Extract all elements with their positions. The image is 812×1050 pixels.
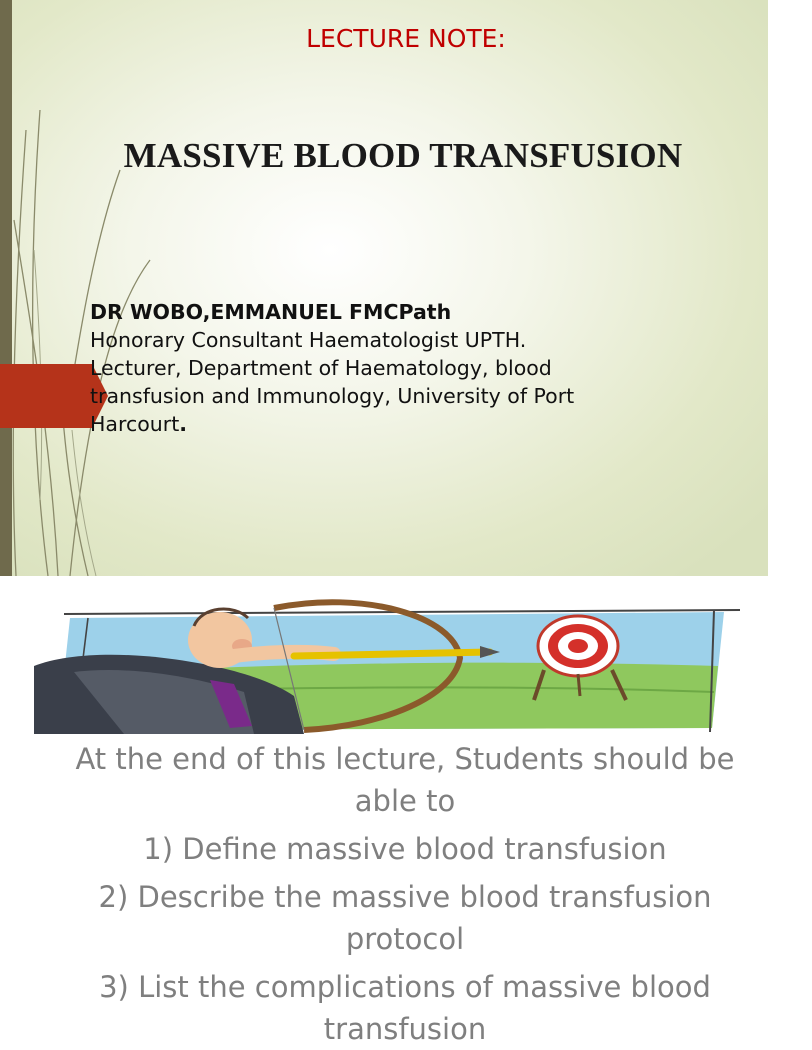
slide-separator [0,576,768,592]
author-line-1: Honorary Consultant Haematologist UPTH. [90,328,527,352]
objectives-slide [0,592,768,1046]
objective-item-2: 2) Describe the massive blood transfusion protocol [98,880,712,956]
objective-item-3: 3) List the complications of massive blood transfusion [99,970,711,1046]
author-name: DR WOBO,EMMANUEL FMCPath [90,300,452,324]
author-line-3: transfusion and Immunology, University of Port [90,384,575,408]
author-line-4-text: Harcourt [90,412,180,436]
author-block [90,298,690,438]
author-line-2: Lecturer, Department of Haematology, blood [90,356,552,380]
author-line-4-period: . [179,412,188,436]
lecture-note-label: LECTURE NOTE: [306,24,506,53]
objectives-list [60,738,750,1050]
objectives-intro: At the end of this lecture, Students should be able to [75,742,735,818]
page-title: MASSIVE BLOOD TRANSFUSION [123,136,683,175]
archer-target-illustration-icon [34,596,746,734]
decorative-grass-lines-icon [0,0,160,576]
objective-item-1: 1) Define massive blood transfusion [143,832,667,866]
author-line-4 [90,410,690,438]
